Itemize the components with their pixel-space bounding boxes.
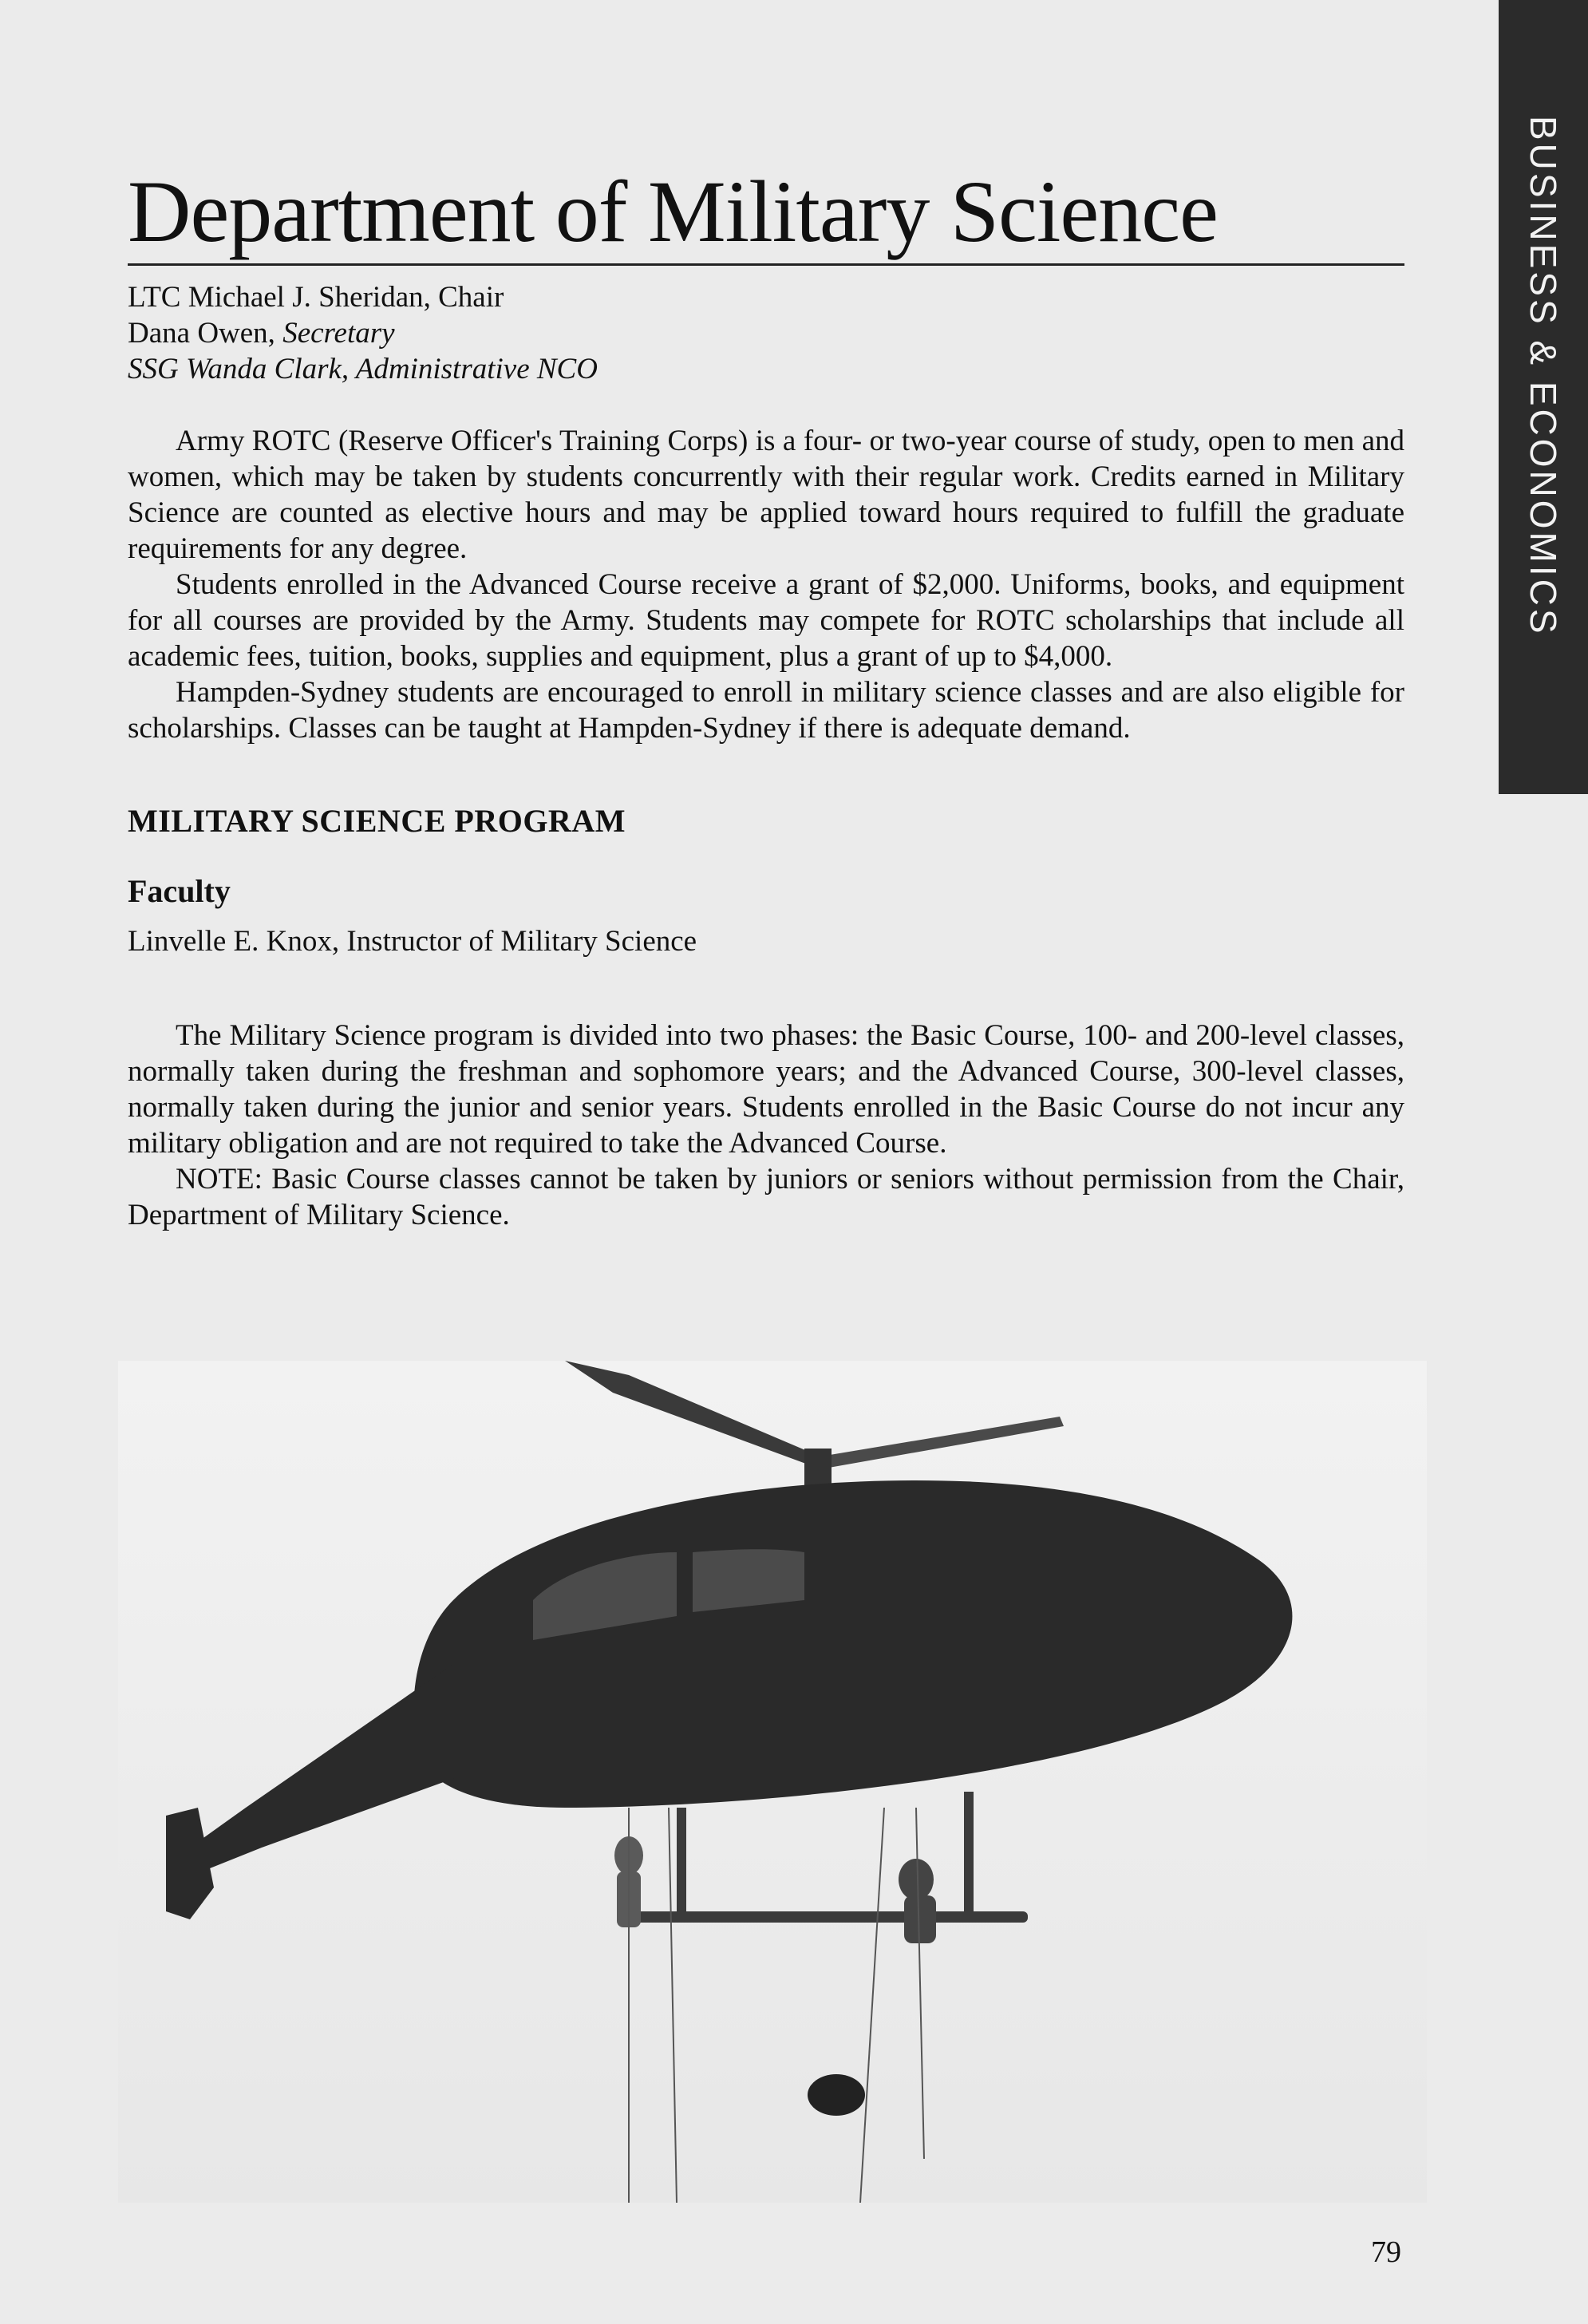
faculty-member: Linvelle E. Knox, Instructor of Military Science [128,925,697,958]
page-number: 79 [1371,2235,1401,2269]
helicopter-rappelling-photo [118,1361,1427,2203]
title-rule [128,263,1404,266]
section-side-tab [1499,0,1588,794]
program-heading: MILITARY SCIENCE PROGRAM [128,803,626,839]
program-section [128,1018,1404,1233]
intro-paragraph: Students enrolled in the Advanced Course receive a grant of $2,000. Uniforms, books, and equipment for all courses are provided by the Army. Students may compete for ROTC scholarships that include all academic fees, tuition, books, supplies and equipment, plus a grant of up to $4,000. [128,568,1404,673]
program-paragraph: NOTE: Basic Course classes cannot be taken by juniors or seniors without permission from the Chair, Department of Military Science. [128,1163,1404,1231]
staff-secretary-name: Dana Owen, [128,317,283,350]
intro-paragraph: Army ROTC (Reserve Officer's Training Corps) is a four- or two-year course of study, open to men and women, which may be taken by students concurrently with their regular work. Credits earned in Military Science are counted as elective hours and may be applied toward hours required to fulfill the graduate requirements for any degree. [128,425,1404,565]
staff-chair: LTC Michael J. Sheridan, Chair [128,281,504,314]
staff-secretary [128,315,598,351]
staff-list [128,279,598,387]
faculty-heading: Faculty [128,873,231,909]
staff-secretary-role: Secretary [282,317,395,350]
intro-section [128,423,1404,746]
program-paragraph: The Military Science program is divided into two phases: the Basic Course, 100- and 200-level classes, normally taken during the freshman and sophomore years; and the Advanced Course, 300-level classes, normally taken during the junior and senior years. Students enrolled in the Basic Course do not incur any military obligation and are not required to take the Advanced Course. [128,1019,1404,1160]
page-title: Department of Military Science [128,163,1218,260]
staff-nco: SSG Wanda Clark, Administrative NCO [128,353,598,385]
side-tab-label: BUSINESS & ECONOMICS [1523,116,1564,637]
intro-paragraph: Hampden-Sydney students are encouraged to enroll in military science classes and are also eligible for scholarships. Classes can be taught at Hampden-Sydney if there is adequate demand. [128,676,1404,745]
